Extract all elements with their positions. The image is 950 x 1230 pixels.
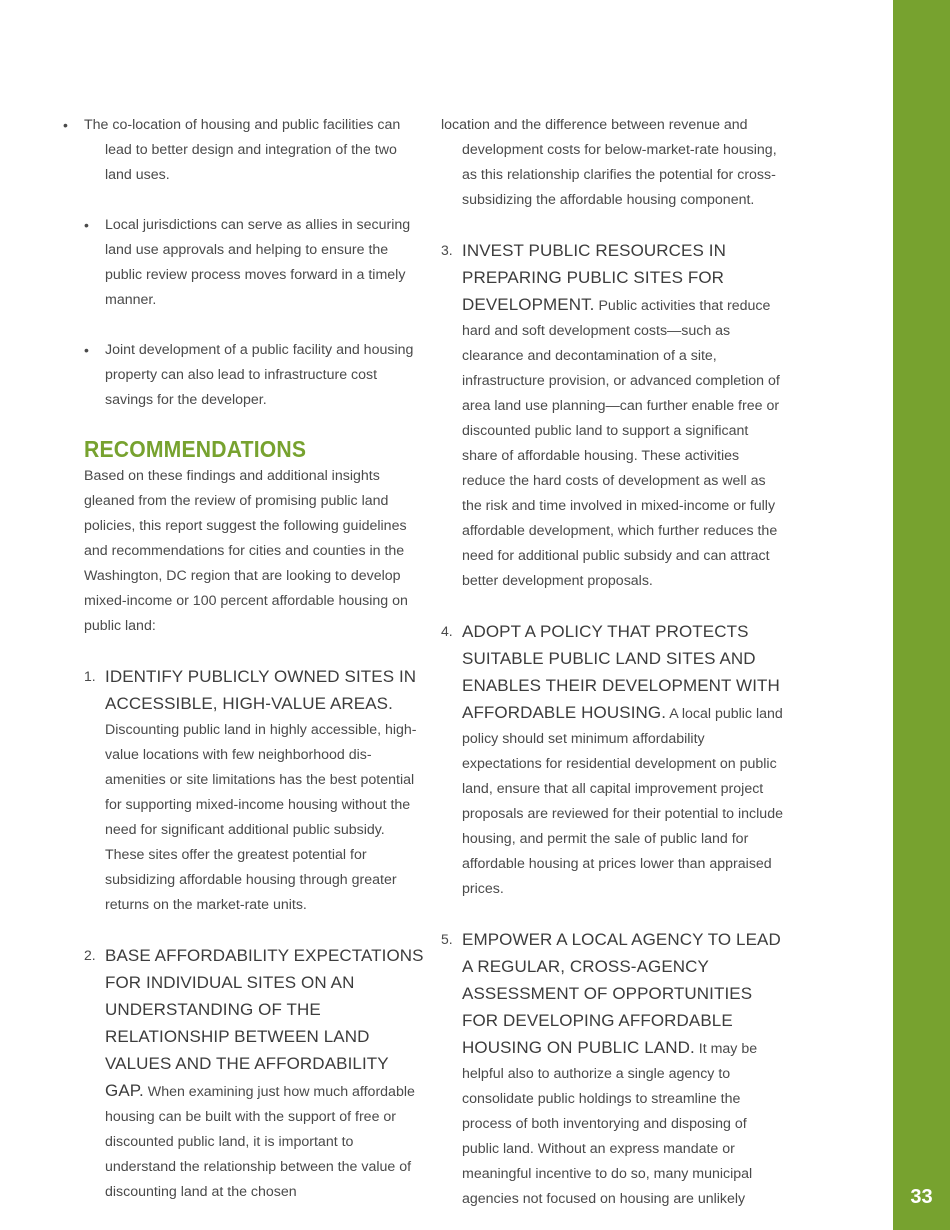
recommendation-item [441,238,786,594]
bullet-text: Joint development of a public facility and housing property can also lead to infrastructure cost savings for the developer. [105,342,414,408]
bullet-text: Local jurisdictions can serve as allies in securing land use approvals and helping to ensure the public review process moves forward in a timely manner. [105,217,411,308]
intro-paragraph: Based on these findings and additional insights gleaned from the review of promising public land policies, this report suggest the following guidelines and recommendations for cities and counties in the Washington, DC region that are looking to develop mixed-income or 100 percent affordable housing on public land: [84,468,408,634]
right-column [441,113,786,1212]
recommendation-item [84,943,425,1205]
item-number: 5. [441,931,453,947]
bullet-item [63,113,425,188]
bullet-rest: lead to better design and integration of the two land uses. [105,142,397,183]
bullet-icon: • [63,117,68,133]
bullet-item [84,338,425,413]
item-body: When examining just how much affordable housing can be built with the support of free or discounted public land, it is important to understand the relationship between the value of discounting land at the chosen [105,1084,415,1200]
recommendation-item [84,664,425,918]
item-number: 4. [441,623,453,639]
bullet-icon: • [84,217,89,233]
item-number: 3. [441,242,453,258]
item-title: INVEST PUBLIC RESOURCES IN PREPARING PUBLIC SITES FOR DEVELOPMENT. [462,241,726,314]
continuation-paragraph [441,113,786,213]
continuation-rest: development costs for below-market-rate housing, as this relationship clarifies the potential for cross-subsidizing the affordable housing component. [462,142,777,208]
bullet-item [84,213,425,313]
continuation-lead: location and the difference between revenue and [441,117,748,133]
item-body: Public activities that reduce hard and soft development costs—such as clearance and decontamination of a site, infrastructure provision, or advanced completion of area land use planning—can further enable free or discounted public land to support a significant share of affordable housing. These activities reduce the hard costs of development as well as the risk and time involved in mixed-income or fully affordable development, which further reduces the need for additional public subsidy and can attract better development proposals. [462,298,780,589]
page-sidebar-band [893,0,950,1230]
item-title: ADOPT A POLICY THAT PROTECTS SUITABLE PUBLIC LAND SITES AND ENABLES THEIR DEVELOPMENT WITH AFFORDABLE HOUSING. [462,622,780,722]
page-number: 33 [910,1186,933,1208]
recommendation-item [441,927,786,1212]
item-title: EMPOWER A LOCAL AGENCY TO LEAD A REGULAR, CROSS-AGENCY ASSESSMENT OF OPPORTUNITIES FOR DEVELOPING AFFORDABLE HOUSING ON PUBLIC LAND. [462,930,781,1057]
item-number: 2. [84,947,96,963]
recommendation-item [441,619,786,902]
bullet-icon: • [84,342,89,358]
bullet-lead: The co-location of housing and public facilities can [84,117,401,133]
item-title: IDENTIFY PUBLICLY OWNED SITES IN ACCESSIBLE, HIGH-VALUE AREAS. [105,667,417,713]
section-heading: RECOMMENDATIONS [84,436,307,462]
item-title: BASE AFFORDABILITY EXPECTATIONS FOR INDIVIDUAL SITES ON AN UNDERSTANDING OF THE RELATIONSHIP BETWEEN LAND VALUES AND THE AFFORDABILITY GAP. [105,946,424,1100]
item-body: Discounting public land in highly accessible, high-value locations with few neighborhood dis-amenities or site limitations has the best potential for supporting mixed-income housing without the need for significant additional public subsidy. These sites offer the greatest potential for subsidizing affordable housing through greater returns on the market-rate units. [105,722,417,913]
item-body: It may be helpful also to authorize a single agency to consolidate public holdings to streamline the process of both inventorying and disposing of public land. Without an express mandate or meaningful incentive to do so, many municipal agencies not focused on housing are unlikely [462,1041,758,1207]
left-column [63,113,425,1205]
item-number: 1. [84,668,96,684]
item-body: A local public land policy should set minimum affordability expectations for residential development on public land, ensure that all capital improvement project proposals are reviewed for their potential to include housing, and permit the sale of public land for affordable housing at prices lower than appraised prices. [462,706,783,897]
